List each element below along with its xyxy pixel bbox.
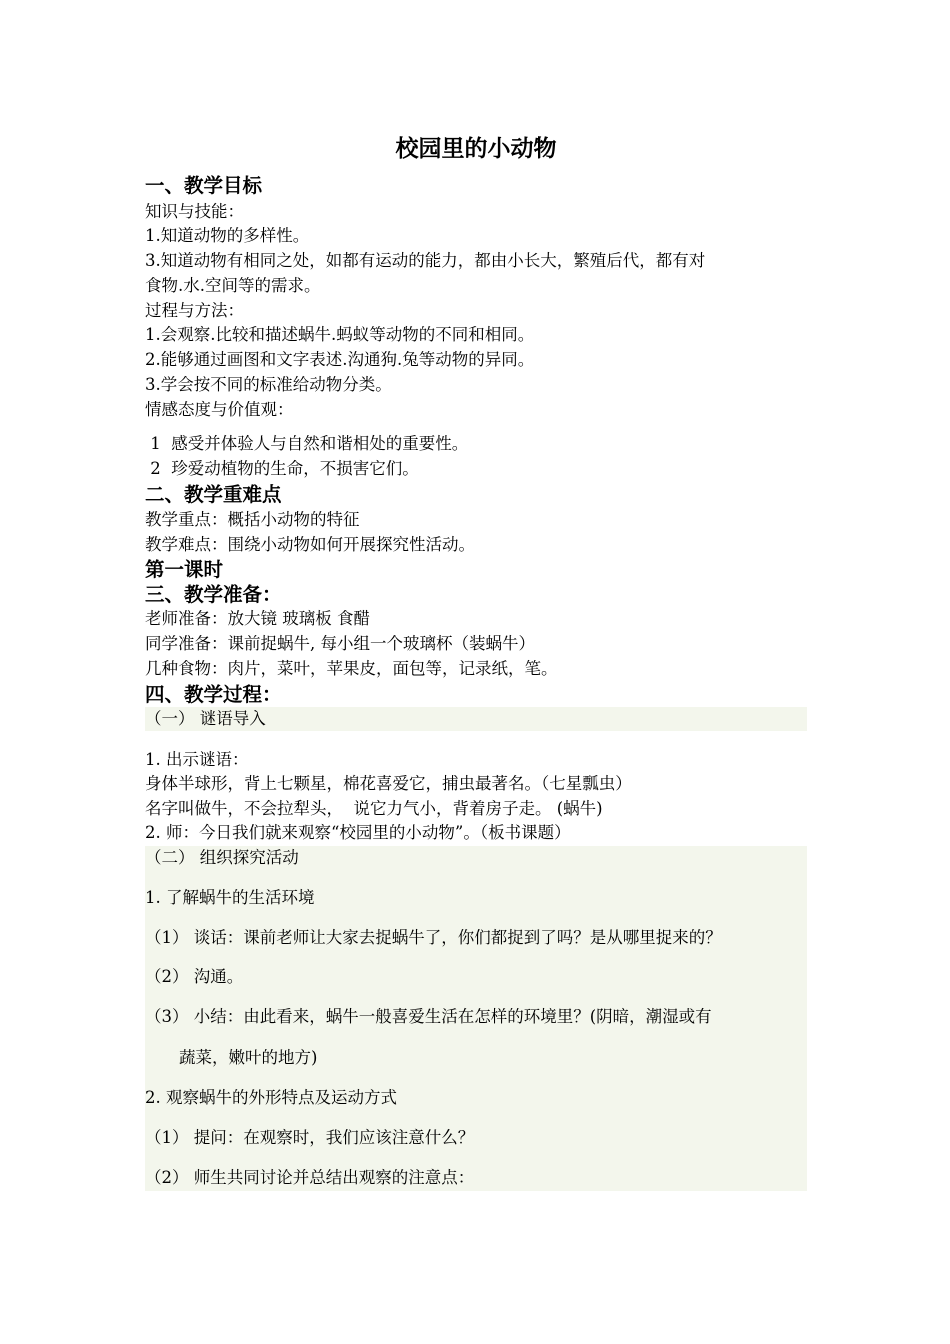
topic-intro: 2. 师：今日我们就来观察“校园里的小动物”。（板书课题） xyxy=(145,823,571,842)
part1-heading: （一） 谜语导入 xyxy=(145,709,266,728)
section-heading-preparation: 三、教学准备： xyxy=(145,583,282,606)
knowledge-label: 知识与技能： xyxy=(145,202,244,221)
process-item-1: 1.会观察.比较和描述蜗牛.蚂蚁等动物的不同和相同。 xyxy=(145,325,535,344)
student-preparation: 同学准备：课前捉蜗牛, 每小组一个玻璃杯（装蜗牛） xyxy=(145,634,535,653)
environment-step-3-line1: （3） 小结：由此看来，蜗牛一般喜爱生活在怎样的环境里？(阴暗，潮湿或有 xyxy=(145,1007,712,1026)
environment-step-1: （1） 谈话：课前老师让大家去捉蜗牛了，你们都捉到了吗？是从哪里捉来的？ xyxy=(145,928,722,947)
key-point: 教学重点：概括小动物的特征 xyxy=(145,510,360,529)
process-item-3: 3.学会按不同的标准给动物分类。 xyxy=(145,375,392,394)
riddle-1: 身体半球形，背上七颗星，棉花喜爱它，捕虫最著名。（七星瓢虫） xyxy=(145,774,632,793)
knowledge-item-3-line2: 食物.水.空间等的需求。 xyxy=(145,276,321,295)
riddle-label: 1. 出示谜语： xyxy=(145,750,249,769)
environment-step-2: （2） 沟通。 xyxy=(145,967,244,986)
section-heading-objectives: 一、教学目标 xyxy=(145,174,263,197)
lesson-label: 第一课时 xyxy=(145,558,224,581)
knowledge-item-3-line1: 3.知道动物有相同之处，如都有运动的能力，都由小长大，繁殖后代，都有对 xyxy=(145,251,706,270)
emotion-item-1: 1 感受并体验人与自然和谐相处的重要性。 xyxy=(145,434,469,453)
section-heading-process: 四、教学过程： xyxy=(145,683,282,706)
section-heading-key-points: 二、教学重难点 xyxy=(145,483,282,506)
riddle-2: 名字叫做牛，不会拉犁头， 说它力气小，背着房子走。 (蜗牛) xyxy=(145,799,603,818)
teacher-preparation: 老师准备：放大镜 玻璃板 食醋 xyxy=(145,609,370,628)
knowledge-item-1: 1.知道动物的多样性。 xyxy=(145,226,310,245)
observe-step-2: （2） 师生共同讨论并总结出观察的注意点： xyxy=(145,1168,475,1187)
difficult-point: 教学难点：围绕小动物如何开展探究性活动。 xyxy=(145,535,475,554)
emotion-item-2: 2 珍爱动植物的生命，不损害它们。 xyxy=(145,459,419,478)
emotion-label: 情感态度与价值观： xyxy=(145,400,294,419)
observe-step-1: （1） 提问：在观察时，我们应该注意什么？ xyxy=(145,1128,475,1147)
environment-step-3-line2: 蔬菜，嫩叶的地方) xyxy=(179,1048,318,1067)
environment-heading: 1. 了解蜗牛的生活环境 xyxy=(145,888,315,907)
observe-heading: 2. 观察蜗牛的外形特点及运动方式 xyxy=(145,1088,397,1107)
process-label: 过程与方法： xyxy=(145,301,244,320)
food-list: 几种食物：肉片，菜叶，苹果皮，面包等，记录纸，笔。 xyxy=(145,659,558,678)
process-item-2: 2.能够通过画图和文字表述.沟通狗.兔等动物的异同。 xyxy=(145,350,535,369)
page-title: 校园里的小动物 xyxy=(395,136,557,162)
part2-heading: （二） 组织探究活动 xyxy=(145,848,299,867)
